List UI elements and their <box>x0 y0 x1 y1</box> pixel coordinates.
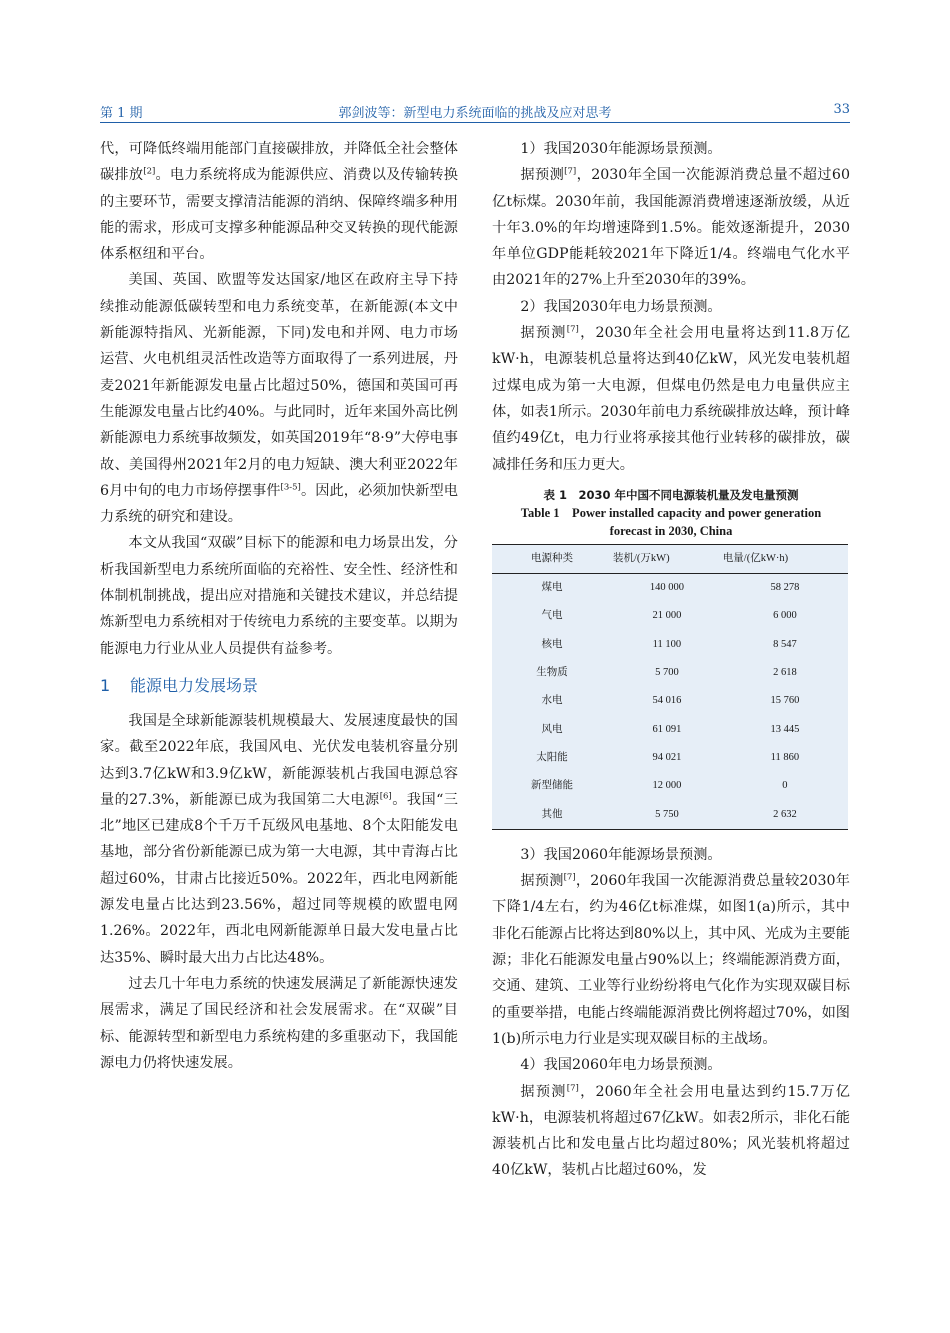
citation[interactable]: [6] <box>379 791 392 802</box>
paragraph: 美国、英国、欧盟等发达国家/地区在政府主导下持续推动能源低碳转型和电力系统变革，在新能源(本文中新能源特指风、光新能源，下同)发电和并网、电力市场运营、火电机组灵活性改造等方面取得了一系列进展，丹麦2021年新能源发电量占比超过50%，德国和英国可再生能源发电量占比约40%。与此同时，近年来国外高比例新能源电力系统事故频发，如英国2019年“8·9”大停电事故、美国得州2021年2月的电力短缺、澳大利亚2022年6月中旬的电力市场停摆事件[3-5]。因此，必须加快新型电力系统的研究和建设。 <box>100 272 458 526</box>
column-header: 装机/(万kW) <box>612 544 722 573</box>
citation[interactable]: [7] <box>564 166 577 177</box>
left-column <box>100 136 458 1076</box>
citation[interactable]: [3-5] <box>280 482 301 493</box>
subheading: 1）我国2030年能源场景预测。 <box>520 141 722 157</box>
table-row: 太阳能 94 021 11 860 <box>536 751 800 763</box>
section-title: 能源电力发展场景 <box>130 675 259 695</box>
section-heading <box>100 674 458 698</box>
paragraph: 据预测[7]，2060年我国一次能源消费总量较2030年下降1/4左右，约为46亿t标准煤，如图1(a)所示，其中非化石能源占比将达到80%以上，其中风、光成为主要能源；非化石能源发电量占90%以上；终端能源消费方面，交通、建筑、工业等行业纷纷将电气化作为实现双碳目标的重要举措，电能占终端能源消费比例将超过70%，如图1(b)所示电力行业是实现双碳目标的主战场。 <box>492 872 850 1047</box>
paragraph: 据预测[7]，2030年全社会用电量将达到11.8万亿kW·h，电源装机总量将达到40亿kW，风光发电装机超过煤电成为第一大电源，但煤电仍然是电力电量供应主体，如表1所示。2030年前电力系统碳排放达峰，预计峰值约49亿t，电力行业将承接其他行业转移的碳排放，碳减排任务和压力更大。 <box>492 324 850 473</box>
table-row: 其他 5 750 2 632 <box>492 801 848 830</box>
issue-number: 第 1 期 <box>100 106 143 121</box>
table-row: 生物质 5 700 2 618 <box>536 667 797 679</box>
table-row: 新型储能 12 000 0 <box>531 780 788 792</box>
citation[interactable]: [7] <box>563 872 576 883</box>
table-caption <box>492 486 850 540</box>
running-header <box>100 100 850 123</box>
subheading: 2）我国2030年电力场景预测。 <box>520 298 722 315</box>
paragraph: 本文从我国“双碳”目标下的能源和电力场景出发，分析我国新型电力系统所面临的充裕性、安全性、经济性和体制机制挑战，提出应对措施和关键技术建议，并总结提炼新型电力系统相对于传统电力系统的主要变革。以期为能源电力行业从业人员提供有益参考。 <box>100 535 458 657</box>
paragraph: 据预测[7]，2030年全国一次能源消费总量不超过60亿t标煤。2030年前，我国能源消费增速逐渐放缓，从近十年3.0%的年均增速降到1.5%。能效逐渐提升，2030年单位GDP能耗较2021年下降近1/4。终端电气化水平由2021年的27%上升至2030年的39%。 <box>492 166 850 289</box>
paragraph: 据预测[7]，2060年全社会用电量达到约15.7万亿kW·h，电源装机将超过67亿kW。如表2所示，非化石能源装机占比和发电量占比均超过80%；风光装机将超过40亿kW，装机占比超过60%，发 <box>492 1082 850 1179</box>
table-row: 核电 11 100 8 547 <box>541 638 797 650</box>
table-row: 煤电 140 000 58 278 <box>541 582 800 594</box>
table-row: 水电 54 016 15 760 <box>541 695 800 707</box>
table-1 <box>492 544 848 830</box>
citation[interactable]: [7] <box>566 324 579 335</box>
section-number: 1 <box>100 675 111 695</box>
column-header: 电源种类 <box>492 544 612 573</box>
table-caption-en: Table 1 Power installed capacity and power generation <box>520 505 822 520</box>
paragraph: 我国是全球新能源装机规模最大、发展速度最快的国家。截至2022年底，我国风电、光伏发电装机容量分别达到3.7亿kW和3.9亿kW，新能源装机占我国电源总容量的27.3%，新能源已成为我国第二大电源[6]。我国“三北”地区已建成8个千万千瓦级风电基地、8个太阳能发电基地，部分省份新能源已成为第一大电源，其中青海占比超过60%，甘肃占比接近50%。2022年，西北电网新能源发电量占比达到23.56%，超过同等规模的欧盟电网1.26%。2022年，西北电网新能源单日最大发电量占比达35%、瞬时最大出力占比达48%。 <box>100 712 458 966</box>
column-header: 电量/(亿kW·h) <box>722 544 848 573</box>
citation[interactable]: [2] <box>143 166 156 177</box>
paragraph: 代，可降低终端用能部门直接碳排放，并降低全社会整体碳排放[2]。电力系统将成为能源供应、消费以及传输转换的主要环节，需要支撑清洁能源的消纳、保障终端多种用能的需求，形成可支撑多种能源品种交叉转换的现代能源体系枢纽和平台。 <box>100 141 458 263</box>
table-row: 气电 21 000 6 000 <box>541 610 797 622</box>
paragraph: 过去几十年电力系统的快速发展满足了新能源快速发展需求，满足了国民经济和社会发展需求。在“双碳”目标、能源转型和新型电力系统构建的多重驱动下，我国能源电力仍将快速发展。 <box>100 975 458 1071</box>
page-number: 33 <box>833 102 850 117</box>
right-column <box>492 136 850 1184</box>
subheading: 3）我国2060年能源场景预测。 <box>520 846 722 863</box>
table-row: 风电 61 091 13 445 <box>541 723 800 735</box>
running-title: 郭剑波等：新型电力系统面临的挑战及应对思考 <box>338 106 612 121</box>
citation[interactable]: [7] <box>566 1082 579 1093</box>
subheading: 4）我国2060年电力场景预测。 <box>520 1057 722 1074</box>
table-caption-cn: 表 1 2030 年中国不同电源装机量及发电量预测 <box>543 487 799 502</box>
table-caption-en: forecast in 2030, China <box>609 523 733 538</box>
